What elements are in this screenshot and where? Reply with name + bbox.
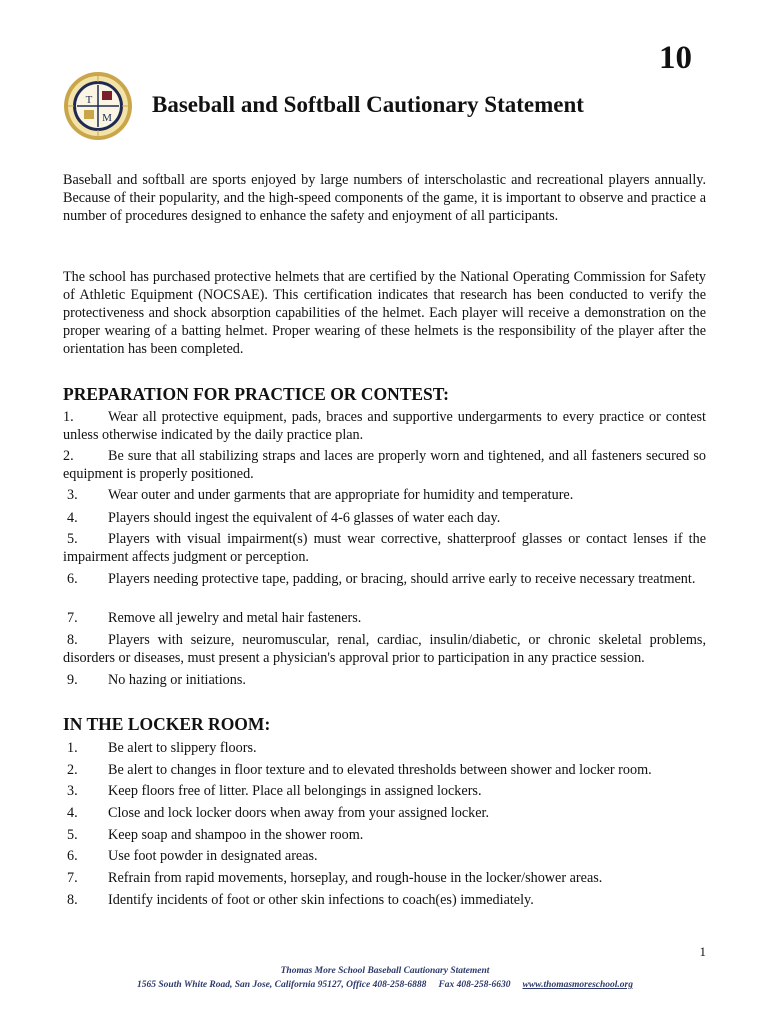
list-item xyxy=(63,671,706,689)
item-text: Remove all jewelry and metal hair fasteners. xyxy=(108,610,362,626)
item-text: Players needing protective tape, padding, or bracing, should arrive early to receive necessary treatment. xyxy=(108,571,696,587)
list-item xyxy=(63,609,706,627)
list-item xyxy=(63,486,706,504)
list-item xyxy=(63,847,706,865)
list-item xyxy=(63,761,706,779)
list-item xyxy=(63,891,706,909)
locker-room-heading: IN THE LOCKER ROOM: xyxy=(63,714,271,734)
school-website-link[interactable]: www.thomasmoreschool.org xyxy=(522,980,633,990)
item-text: Players with seizure, neuromuscular, renal, cardiac, insulin/diabetic, or chronic skeletal problems, disorders or diseases, must present a physician's approval prior to participation in any practice session. xyxy=(63,632,706,666)
item-text: Players should ingest the equivalent of 4-6 glasses of water each day. xyxy=(108,510,501,526)
list-item xyxy=(63,804,706,822)
item-number: 2. xyxy=(63,448,74,464)
list-item xyxy=(63,408,706,444)
item-number: 5. xyxy=(67,531,78,547)
item-text: Be sure that all stabilizing straps and laces are properly worn and tightened, and all fasteners secured so equipment is properly positioned. xyxy=(63,448,706,482)
item-number: 1. xyxy=(63,409,74,425)
item-text: Use foot powder in designated areas. xyxy=(108,848,318,864)
svg-text:T: T xyxy=(85,94,93,106)
item-number: 5. xyxy=(67,827,78,843)
item-text: Be alert to slippery floors. xyxy=(108,740,257,756)
page-number-top: 10 xyxy=(659,40,692,76)
item-number: 6. xyxy=(67,848,78,864)
list-item xyxy=(63,530,706,566)
item-number: 9. xyxy=(67,672,78,688)
preparation-heading: PREPARATION FOR PRACTICE OR CONTEST: xyxy=(63,384,449,404)
list-item xyxy=(63,782,706,800)
footer-title: Thomas More School Baseball Cautionary Statement xyxy=(280,966,490,976)
school-seal-icon xyxy=(62,70,134,142)
item-number: 7. xyxy=(67,610,78,626)
svg-text:M: M xyxy=(102,112,112,124)
item-number: 6. xyxy=(67,571,78,587)
item-text: Wear outer and under garments that are appropriate for humidity and temperature. xyxy=(108,487,574,503)
helmet-paragraph: The school has purchased protective helmets that are certified by the National Operating Commission for Safety of Athletic Equipment (NOCSAE). This certification indicates that research has been conducted to verify the protectiveness and shock absorption capabilities of the helmet. Each player will receive a demonstration on the proper wearing of a batting helmet. Proper wearing of these helmets is the responsibility of the player after the orientation has been completed. xyxy=(63,269,706,357)
item-number: 4. xyxy=(67,805,78,821)
item-number: 1. xyxy=(67,740,78,756)
item-number: 8. xyxy=(67,892,78,908)
list-item xyxy=(63,447,706,483)
intro-paragraph: Baseball and softball are sports enjoyed by large numbers of interscholastic and recreational players annually. Because of their popularity, and the high-speed components of the game, it is important to observe and practice a number of procedures designed to enhance the safety and enjoyment of all participants. xyxy=(63,172,706,224)
item-number: 8. xyxy=(67,632,78,648)
footer-contact xyxy=(0,980,770,990)
footer-page-number: 1 xyxy=(699,944,706,959)
school-seal-logo xyxy=(62,70,134,142)
item-text: Players with visual impairment(s) must wear corrective, shatterproof glasses or contact lenses if the impairment affects judgment or perception. xyxy=(63,531,706,565)
item-number: 3. xyxy=(67,783,78,799)
item-text: Keep floors free of litter. Place all belongings in assigned lockers. xyxy=(108,783,482,799)
item-text: Refrain from rapid movements, horseplay, and rough-house in the locker/shower areas. xyxy=(108,870,603,886)
list-item xyxy=(63,869,706,887)
list-item xyxy=(63,509,706,527)
item-text: Identify incidents of foot or other skin infections to coach(es) immediately. xyxy=(108,892,534,908)
item-text: No hazing or initiations. xyxy=(108,672,246,688)
footer-fax: Fax 408-258-6630 xyxy=(438,980,511,990)
item-text: Be alert to changes in floor texture and to elevated thresholds between shower and locker room. xyxy=(108,762,652,778)
item-number: 7. xyxy=(67,870,78,886)
item-text: Close and lock locker doors when away from your assigned locker. xyxy=(108,805,489,821)
item-number: 4. xyxy=(67,510,78,526)
list-item xyxy=(63,826,706,844)
item-text: Wear all protective equipment, pads, braces and supportive undergarments to every practice or contest unless otherwise indicated by the daily practice plan. xyxy=(63,409,706,443)
list-item xyxy=(63,570,706,588)
page-title: Baseball and Softball Cautionary Statement xyxy=(152,92,584,117)
item-number: 2. xyxy=(67,762,78,778)
item-number: 3. xyxy=(67,487,78,503)
list-item xyxy=(63,739,706,757)
list-item xyxy=(63,631,706,667)
item-text: Keep soap and shampoo in the shower room. xyxy=(108,827,364,843)
footer-address: 1565 South White Road, San Jose, California 95127, Office 408-258-6888 xyxy=(137,980,427,990)
